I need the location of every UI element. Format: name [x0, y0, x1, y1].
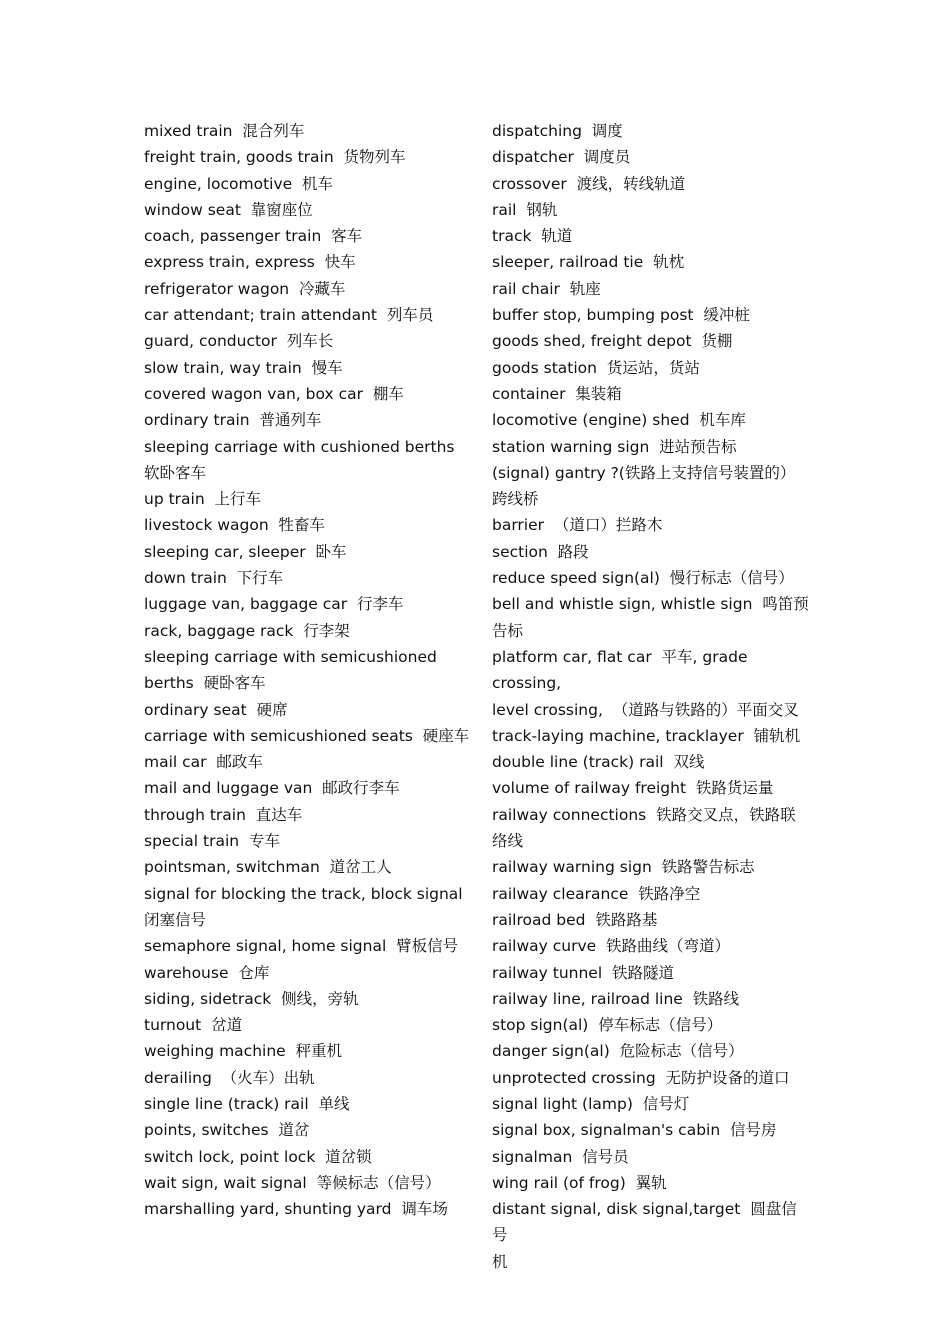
glossary-entry-text: window seat 靠窗座位: [144, 200, 313, 219]
glossary-entry-text: sleeping carriage with cushioned berths 软卧客车: [144, 437, 455, 482]
glossary-entry: [144, 302, 474, 328]
glossary-entry: [144, 1196, 474, 1222]
glossary-entry: [144, 565, 474, 591]
glossary-entry: [492, 1065, 812, 1091]
glossary-entry-text: unprotected crossing 无防护设备的道口: [492, 1068, 790, 1087]
glossary-entry: [144, 1170, 474, 1196]
glossary-entry-text: dispatcher 调度员: [492, 148, 631, 167]
glossary-entry: [144, 618, 474, 644]
glossary-entry: [492, 381, 812, 407]
glossary-entry-text: signal box, signalman's cabin 信号房: [492, 1121, 777, 1140]
glossary-entry-text: engine, locomotive 机车: [144, 174, 334, 193]
glossary-entry: [144, 775, 474, 801]
glossary-entry: [492, 881, 812, 907]
glossary-entry: [492, 960, 812, 986]
glossary-entry: [492, 1144, 812, 1170]
glossary-entry-text: railroad bed 铁路路基: [492, 910, 658, 929]
glossary-entry: [492, 355, 812, 381]
glossary-entry-text: siding, sidetrack 侧线，旁轨: [144, 989, 359, 1008]
glossary-entry-text: semaphore signal, home signal 臂板信号: [144, 937, 459, 956]
glossary-entry-text: railway tunnel 铁路隧道: [492, 963, 675, 982]
glossary-left-column: [144, 118, 474, 1222]
glossary-entry: [144, 1038, 474, 1064]
glossary-entry: [144, 276, 474, 302]
glossary-entry: [492, 933, 812, 959]
glossary-entry: [144, 802, 474, 828]
glossary-entry-text: through train 直达车: [144, 805, 303, 824]
glossary-entry-text: sleeping carriage with semicushioned berths 硬卧客车: [144, 647, 437, 693]
glossary-entry-text: special train 专车: [144, 832, 280, 851]
glossary-entry: [144, 223, 474, 249]
glossary-entry: [492, 434, 812, 460]
glossary-entry: [492, 171, 812, 197]
glossary-entry: [492, 986, 812, 1012]
glossary-entry: [144, 697, 474, 723]
glossary-entry-text: stop sign(al) 停车标志（信号）: [492, 1016, 723, 1035]
glossary-entry-text: double line (track) rail 双线: [492, 753, 705, 772]
glossary-entry: [144, 1144, 474, 1170]
glossary-entry-text: railway connections 铁路交叉点，铁路联 络线: [492, 805, 796, 851]
glossary-entry-text: marshalling yard, shunting yard 调车场: [144, 1200, 448, 1219]
glossary-entry: [492, 460, 812, 513]
glossary-entry-text: signal for blocking the track, block signal 闭塞信号: [144, 884, 463, 929]
glossary-entry: [144, 591, 474, 617]
glossary-entry: [144, 854, 474, 880]
glossary-entry: [492, 644, 812, 723]
glossary-entry: [144, 512, 474, 538]
glossary-entry: [144, 986, 474, 1012]
glossary-entry-text: single line (track) rail 单线: [144, 1094, 350, 1113]
glossary-entry-text: mixed train 混合列车: [144, 122, 305, 140]
glossary-entry-text: ordinary train 普通列车: [144, 411, 322, 430]
glossary-entry-text: mail car 邮政车: [144, 753, 263, 772]
glossary-entry: [144, 1012, 474, 1038]
glossary-entry: [144, 960, 474, 986]
glossary-entry-text: railway warning sign 铁路警告标志: [492, 858, 755, 877]
glossary-entry-text: goods shed, freight depot 货棚: [492, 332, 733, 351]
glossary-entry: [492, 249, 812, 275]
glossary-entry-text: luggage van, baggage car 行李车: [144, 595, 404, 614]
glossary-entry-text: railway curve 铁路曲线（弯道）: [492, 937, 731, 956]
glossary-entry: [144, 1117, 474, 1143]
glossary-entry: [492, 276, 812, 302]
glossary-entry: [492, 854, 812, 880]
glossary-entry-text: covered wagon van, box car 棚车: [144, 384, 404, 403]
glossary-entry: [492, 197, 812, 223]
glossary-entry: [144, 749, 474, 775]
glossary-entry: [492, 775, 812, 801]
glossary-entry-text: derailing （火车）出轨: [144, 1068, 315, 1087]
glossary-entry: [492, 1012, 812, 1038]
glossary-entry: [144, 381, 474, 407]
glossary-entry-text: warehouse 仓库: [144, 963, 270, 982]
glossary-entry-text: railway clearance 铁路净空: [492, 884, 701, 903]
glossary-entry-text: points, switches 道岔: [144, 1121, 310, 1140]
glossary-entry: [492, 539, 812, 565]
glossary-entry-text: signalman 信号员: [492, 1147, 629, 1166]
glossary-entry: [144, 881, 474, 934]
glossary-entry: [492, 118, 812, 144]
glossary-entry-text: sleeper, railroad tie 轨枕: [492, 253, 685, 272]
glossary-entry: [144, 328, 474, 354]
glossary-entry-text: distant signal, disk signal,target 圆盘信号 机: [492, 1200, 797, 1271]
glossary-entry-text: barrier （道口）拦路木: [492, 516, 663, 535]
glossary-entry: [144, 118, 474, 144]
glossary-entry-text: reduce speed sign(al) 慢行标志（信号）: [492, 569, 794, 588]
glossary-entry-text: ordinary seat 硬席: [144, 700, 288, 719]
glossary-entry-text: up train 上行车: [144, 490, 262, 509]
glossary-entry: [144, 407, 474, 433]
glossary-entry: [144, 644, 474, 697]
glossary-entry-text: express train, express 快车: [144, 253, 356, 272]
glossary-entry: [492, 565, 812, 591]
glossary-entry: [492, 144, 812, 170]
glossary-entry: [492, 1091, 812, 1117]
glossary-entry: [144, 723, 474, 749]
glossary-entry: [144, 933, 474, 959]
glossary-entry-text: refrigerator wagon 冷藏车: [144, 279, 346, 298]
glossary-entry-text: volume of railway freight 铁路货运量: [492, 779, 774, 798]
glossary-entry: [144, 1091, 474, 1117]
glossary-entry-text: car attendant; train attendant 列车员: [144, 306, 434, 325]
glossary-entry: [492, 302, 812, 328]
glossary-entry-text: railway line, railroad line 铁路线: [492, 989, 740, 1008]
glossary-entry-text: danger sign(al) 危险标志（信号）: [492, 1042, 744, 1061]
glossary-entry-text: buffer stop, bumping post 缓冲桩: [492, 306, 750, 325]
glossary-entry-text: track 轨道: [492, 227, 573, 246]
glossary-entry-text: freight train, goods train 货物列车: [144, 148, 406, 167]
glossary-entry-text: goods station 货运站，货站: [492, 358, 700, 377]
glossary-entry-text: down train 下行车: [144, 569, 284, 588]
glossary-entry-text: wait sign, wait signal 等候标志（信号）: [144, 1173, 441, 1192]
glossary-entry-text: (signal) gantry ?(铁路上支持信号装置的） 跨线桥: [492, 463, 796, 509]
glossary-entry: [144, 828, 474, 854]
glossary-entry-text: container 集装箱: [492, 384, 622, 403]
glossary-entry: [144, 144, 474, 170]
glossary-entry: [144, 171, 474, 197]
glossary-entry-text: sleeping car, sleeper 卧车: [144, 542, 347, 561]
glossary-entry-text: rail 钢轨: [492, 200, 558, 219]
glossary-entry: [492, 1117, 812, 1143]
glossary-entry-text: livestock wagon 牲畜车: [144, 516, 326, 535]
glossary-entry-text: guard, conductor 列车长: [144, 332, 334, 351]
glossary-entry-text: switch lock, point lock 道岔锁: [144, 1147, 372, 1166]
glossary-entry: [492, 723, 812, 749]
glossary-entry: [144, 355, 474, 381]
glossary-entry-text: signal light (lamp) 信号灯: [492, 1094, 690, 1113]
glossary-entry-text: bell and whistle sign, whistle sign 鸣笛预 告标: [492, 595, 809, 640]
glossary-right-column: [492, 118, 812, 1275]
glossary-entry-text: slow train, way train 慢车: [144, 358, 343, 377]
glossary-entry-text: wing rail (of frog) 翼轨: [492, 1173, 667, 1192]
glossary-entry: [492, 328, 812, 354]
glossary-entry-text: carriage with semicushioned seats 硬座车: [144, 726, 470, 745]
glossary-entry: [492, 749, 812, 775]
glossary-entry: [492, 802, 812, 855]
glossary-entry-text: track-laying machine, tracklayer 铺轨机: [492, 726, 801, 745]
glossary-entry-text: platform car, flat car 平车, grade crossing, level crossing, （道路与铁路的）平面交叉: [492, 647, 799, 719]
glossary-entry: [492, 407, 812, 433]
glossary-entry: [144, 249, 474, 275]
glossary-entry: [144, 1065, 474, 1091]
glossary-entry: [144, 486, 474, 512]
glossary-entry-text: dispatching 调度: [492, 122, 623, 140]
glossary-entry: [144, 197, 474, 223]
glossary-entry: [492, 907, 812, 933]
glossary-entry-text: rail chair 轨座: [492, 279, 601, 298]
glossary-entry-text: locomotive (engine) shed 机车库: [492, 411, 746, 430]
glossary-entry-text: mail and luggage van 邮政行李车: [144, 779, 400, 798]
glossary-entry-text: crossover 渡线，转线轨道: [492, 174, 686, 193]
glossary-entry: [492, 512, 812, 538]
glossary-entry: [492, 1170, 812, 1196]
glossary-entry: [492, 591, 812, 644]
glossary-entry: [144, 539, 474, 565]
glossary-entry-text: weighing machine 秤重机: [144, 1042, 343, 1061]
glossary-entry: [492, 1038, 812, 1064]
glossary-entry: [144, 434, 474, 487]
glossary-entry-text: station warning sign 进站预告标: [492, 437, 737, 456]
glossary-entry: [492, 1196, 812, 1275]
glossary-entry-text: rack, baggage rack 行李架: [144, 621, 350, 640]
glossary-entry-text: section 路段: [492, 542, 589, 561]
glossary-entry-text: turnout 岔道: [144, 1016, 243, 1035]
glossary-entry-text: pointsman, switchman 道岔工人: [144, 858, 392, 877]
glossary-entry-text: coach, passenger train 客车: [144, 227, 363, 246]
glossary-entry: [492, 223, 812, 249]
